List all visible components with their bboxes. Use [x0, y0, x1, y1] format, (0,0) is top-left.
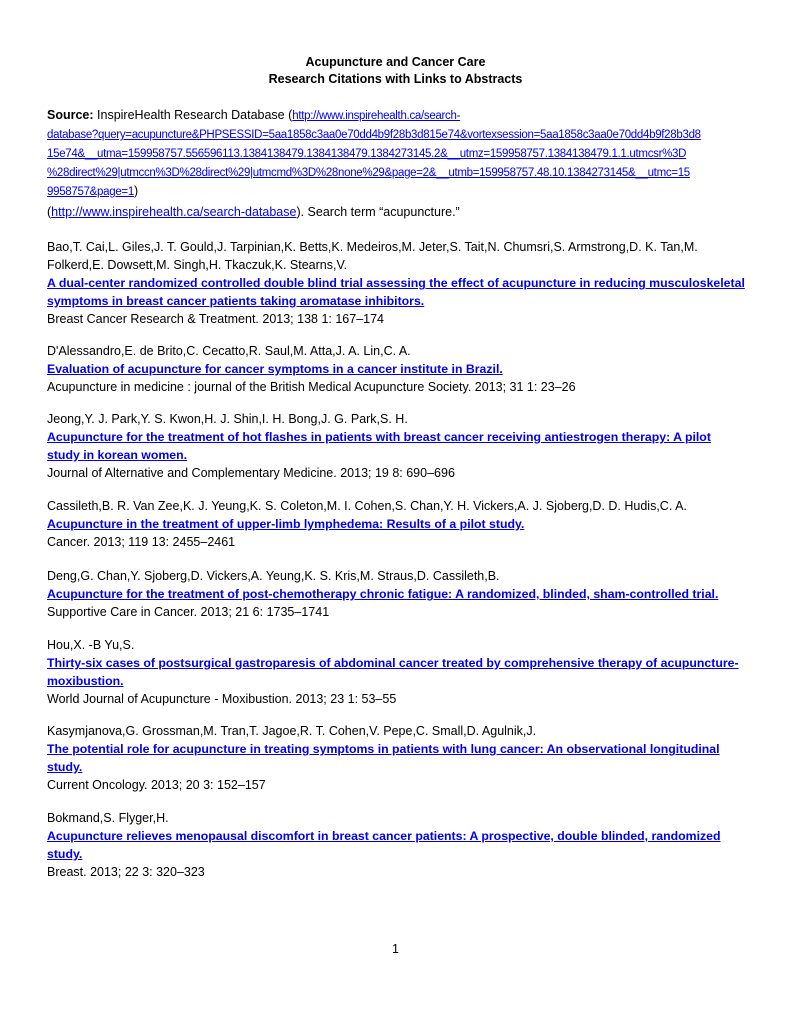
search-note-open-paren: ( — [47, 205, 52, 219]
citation-journal: Cancer. 2013; 119 13: 2455–2461 — [47, 535, 236, 549]
search-note-text: ). Search term “acupuncture.” — [296, 205, 460, 219]
citation-2 — [47, 342, 747, 396]
source-url-line-2[interactable]: database?query=acupuncture&PHPSESSID=5aa1858c3aa0e70dd4b9f28b3d815e74&vortexsession=5aa1858c3aa0e70dd4b9f28b3d8 — [47, 129, 701, 141]
citation-4 — [47, 497, 747, 551]
citation-journal: Journal of Alternative and Complementary Medicine. 2013; 19 8: 690–696 — [47, 466, 455, 480]
citation-authors: Deng,G. Chan,Y. Sjoberg,D. Vickers,A. Yeung,K. S. Kris,M. Straus,D. Cassileth,B. — [47, 569, 500, 583]
citation-title-link[interactable]: Acupuncture relieves menopausal discomfort in breast cancer patients: A prospective, double blinded, randomized study. — [47, 829, 721, 861]
search-note — [47, 203, 460, 221]
citation-title-link[interactable]: A dual-center randomized controlled double blind trial assessing the effect of acupuncture in reducing musculoskeletal symptoms in breast cancer patients taking aromatase inhibitors. — [47, 276, 745, 308]
citation-authors: Jeong,Y. J. Park,Y. S. Kwon,H. J. Shin,I. H. Bong,J. G. Park,S. H. — [47, 412, 408, 426]
citation-3 — [47, 410, 747, 482]
citation-authors: Hou,X. -B Yu,S. — [47, 638, 135, 652]
search-database-link[interactable]: http://www.inspirehealth.ca/search-database — [51, 205, 297, 219]
citation-title-link[interactable]: Evaluation of acupuncture for cancer symptoms in a cancer institute in Brazil. — [47, 362, 503, 376]
citation-title-link[interactable]: Acupuncture for the treatment of post-chemotherapy chronic fatigue: A randomized, blinded, sham-controlled trial. — [47, 587, 719, 601]
source-url-line-5[interactable]: 9958757&page=1 — [47, 186, 134, 198]
page-number: 1 — [392, 942, 399, 956]
citation-journal: Breast. 2013; 22 3: 320–323 — [47, 865, 205, 879]
source-close-paren: ) — [133, 184, 139, 198]
citation-authors: D'Alessandro,E. de Brito,C. Cecatto,R. Saul,M. Atta,J. A. Lin,C. A. — [47, 344, 411, 358]
citation-1 — [47, 238, 747, 328]
document-title: Acupuncture and Cancer Care — [305, 55, 486, 69]
source-url-line-3[interactable]: 15e74&__utma=159958757.556596113.1384138479.1384138479.1384273145.2&__utmz=159958757.1384138479.1.1.utmcsr%3D — [47, 148, 687, 160]
citation-authors: Kasymjanova,G. Grossman,M. Tran,T. Jagoe,R. T. Cohen,V. Pepe,C. Small,D. Agulnik,J. — [47, 724, 537, 738]
source-open-paren: ( — [288, 108, 293, 122]
citation-title-link[interactable]: Acupuncture in the treatment of upper-limb lymphedema: Results of a pilot study. — [47, 517, 525, 531]
source-url-line-4[interactable]: %28direct%29|utmccn%3D%28direct%29|utmcmd%3D%28none%29&page=2&__utmb=159958757.48.10.1384273145&__utmc=15 — [47, 167, 690, 179]
citation-7 — [47, 722, 747, 794]
source-name: InspireHealth Research Database — [97, 108, 285, 122]
source-label: Source: — [47, 108, 94, 122]
citation-journal: Supportive Care in Cancer. 2013; 21 6: 1735–1741 — [47, 605, 330, 619]
citation-journal: World Journal of Acupuncture - Moxibustion. 2013; 23 1: 53–55 — [47, 692, 397, 706]
source-block — [47, 106, 747, 201]
citation-title-link[interactable]: The potential role for acupuncture in treating symptoms in patients with lung cancer: An observational longitudinal study. — [47, 742, 720, 774]
citation-journal: Acupuncture in medicine : journal of the British Medical Acupuncture Society. 2013; 31 1: 23–26 — [47, 380, 576, 394]
citation-journal: Current Oncology. 2013; 20 3: 152–157 — [47, 778, 266, 792]
citation-authors: Bao,T. Cai,L. Giles,J. T. Gould,J. Tarpinian,K. Betts,K. Medeiros,M. Jeter,S. Tait,N. Chumsri,S. Armstrong,D. K. Tan,M. Folkerd,E. Dowsett,M. Singh,H. Tkaczuk,K. Stearns,V. — [47, 240, 698, 272]
citation-authors: Cassileth,B. R. Van Zee,K. J. Yeung,K. S. Coleton,M. I. Cohen,S. Chan,Y. H. Vickers,A. J. Sjoberg,D. D. Hudis,C. A. — [47, 499, 687, 513]
citation-8 — [47, 809, 747, 881]
citation-6 — [47, 636, 747, 708]
citation-5 — [47, 567, 747, 621]
source-url-line-1[interactable]: http://www.inspirehealth.ca/search- — [292, 110, 461, 122]
citation-title-link[interactable]: Thirty-six cases of postsurgical gastroparesis of abdominal cancer treated by comprehensive therapy of acupuncture-moxibustion. — [47, 656, 739, 688]
document-subtitle: Research Citations with Links to Abstracts — [268, 72, 523, 86]
citation-journal: Breast Cancer Research & Treatment. 2013; 138 1: 167–174 — [47, 312, 385, 326]
citation-title-link[interactable]: Acupuncture for the treatment of hot flashes in patients with breast cancer receiving antiestrogen therapy: A pilot study in korean women. — [47, 430, 711, 462]
citation-authors: Bokmand,S. Flyger,H. — [47, 811, 169, 825]
